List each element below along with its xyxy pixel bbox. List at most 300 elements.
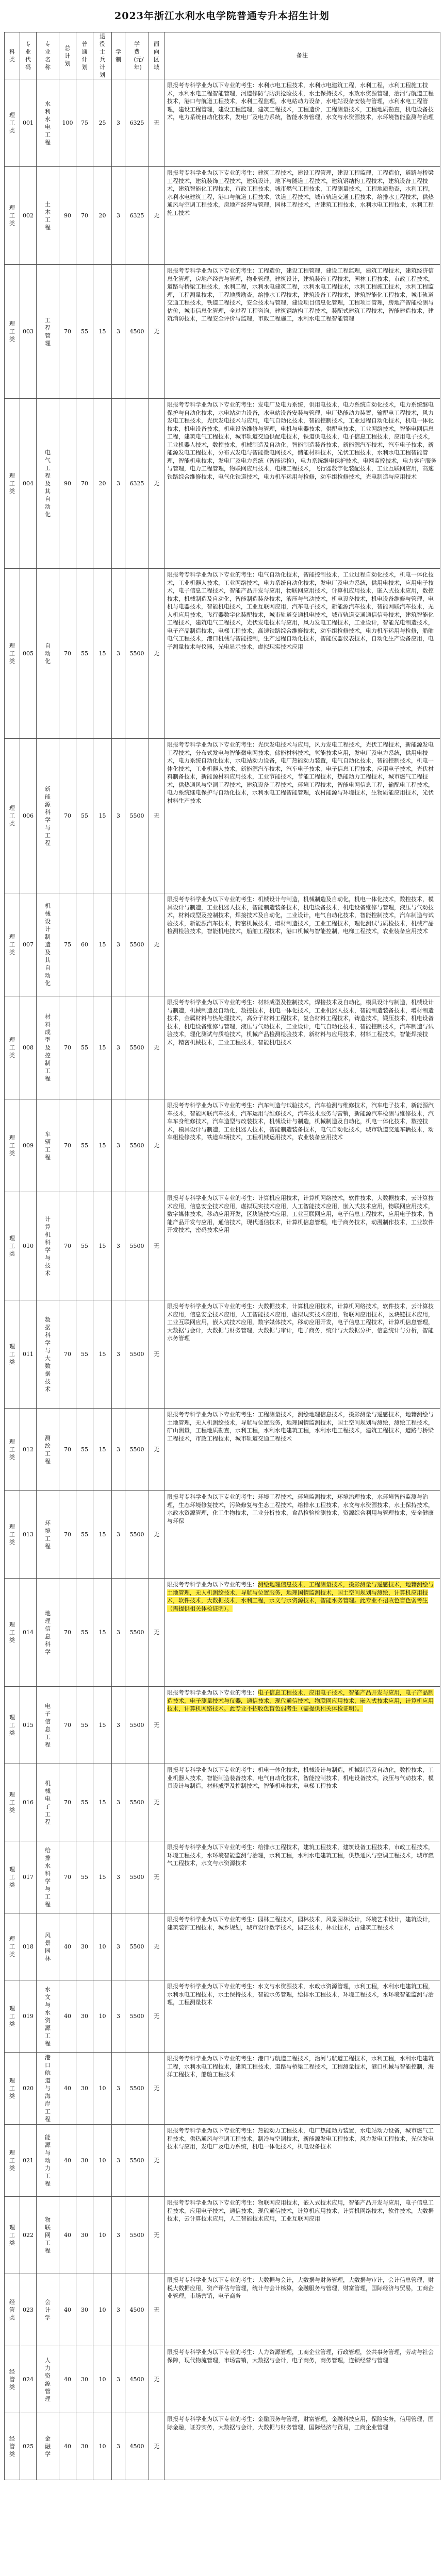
tuition-fee-cell: 4500 bbox=[125, 2413, 149, 2480]
note-text: 机电一体化技术，机械设计与制造，机械制造及自动化，数控技术，工业机器人技术，智能制造装备技术，电气自动化技术，智能控制技术，机电设备技术，液压与气动技术，模具设计与制造，材料成型及控制技术，智能机电技术，电梯工程技术 bbox=[167, 1767, 434, 1789]
general-plan-cell: 30 bbox=[76, 2274, 93, 2346]
major-name-cell: 地理信息科学 bbox=[37, 1579, 59, 1687]
note-text: 测绘地理信息技术，工程测量技术，摄影测量与遥感技术，地籍测绘与土地管理，无人机测绘技术，导航与位置服务，地理国情监测技术，国土空间规划与测绘，计算机应用技术，软件技术，大数据技术，水利工程，水文与水资源技术，智能水务管理。此专业不招收色盲色弱考生（需提供相关体检证明）。 bbox=[167, 1581, 434, 1612]
region-cell: 无 bbox=[149, 265, 165, 399]
total-plan-cell: 100 bbox=[59, 79, 76, 167]
table-row bbox=[5, 2346, 440, 2413]
header-code: 专业代码 bbox=[20, 32, 37, 79]
total-plan-cell: 70 bbox=[59, 1409, 76, 1491]
total-plan-cell: 70 bbox=[59, 1300, 76, 1409]
note-prefix: 限报考专科学业为以下专业的考生： bbox=[167, 1494, 258, 1500]
code-cell: 001 bbox=[20, 79, 37, 167]
table-row bbox=[5, 1192, 440, 1300]
note-prefix: 限报考专科学业为以下专业的考生： bbox=[167, 1303, 258, 1310]
major-name-cell: 物联网工程 bbox=[37, 2197, 59, 2274]
region-cell: 无 bbox=[149, 1841, 165, 1913]
category-cell: 理工类 bbox=[5, 893, 20, 996]
general-plan-cell: 30 bbox=[76, 1980, 93, 2053]
category-cell: 理工类 bbox=[5, 2125, 20, 2197]
note-text: 机械设计与制造，机械制造及自动化，机电一体化技术，数控技术，模具设计与制造，工业机器人技术，智能制造装备技术，机电设备技术，机电设备维修与管理，液压与气动技术，材料成型及控制技术，焊接技术及自动化，工业设计，电气自动化技术，智能控制技术，汽车制造与试验技术，新能源汽车技术，精密机械技术，增材制造技术，工业工程技术，理化测试与质检技术，机械产品检测检验技术，智能机电技术，船舶工程技术，港口机械与智能控制，电梯工程技术，农业装备应用技术 bbox=[167, 896, 434, 935]
years-cell: 3 bbox=[112, 2274, 125, 2346]
note-text: 水文与水资源技术，水政水资源管理，水利工程，水利水电建筑工程，水利水电工程技术，水土保持技术，智能水务管理，给排水工程技术，环境工程技术，水环境智能监测与治理，工程测量技术 bbox=[167, 1983, 434, 2006]
years-cell: 3 bbox=[112, 1764, 125, 1841]
tuition-fee-cell: 5500 bbox=[125, 2053, 149, 2125]
general-plan-cell: 55 bbox=[76, 739, 93, 893]
total-plan-cell: 70 bbox=[59, 1764, 76, 1841]
major-name-cell: 材料成型及控制工程 bbox=[37, 996, 59, 1099]
note-prefix: 限报考专科学业为以下专业的考生： bbox=[167, 571, 258, 578]
tuition-fee-cell: 6325 bbox=[125, 79, 149, 167]
enrollment-plan-table bbox=[4, 32, 440, 2480]
note-cell bbox=[165, 1841, 440, 1913]
general-plan-cell: 30 bbox=[76, 1913, 93, 1980]
note-prefix: 限报考专科学业为以下专业的考生： bbox=[167, 1916, 258, 1923]
veteran-plan-cell: 15 bbox=[93, 739, 112, 893]
code-cell: 012 bbox=[20, 1409, 37, 1491]
note-prefix: 限报考专科学业为以下专业的考生： bbox=[167, 1195, 258, 1201]
general-plan-cell: 55 bbox=[76, 1192, 93, 1300]
note-cell bbox=[165, 1300, 440, 1409]
code-cell: 015 bbox=[20, 1687, 37, 1764]
tuition-fee-cell: 5500 bbox=[125, 2125, 149, 2197]
veteran-plan-cell: 10 bbox=[93, 2053, 112, 2125]
category-cell: 理工类 bbox=[5, 2197, 20, 2274]
category-cell: 理工类 bbox=[5, 996, 20, 1099]
region-cell: 无 bbox=[149, 2274, 165, 2346]
general-plan-cell: 70 bbox=[76, 167, 93, 265]
major-name-cell: 水利水电工程 bbox=[37, 79, 59, 167]
tuition-fee-cell: 5500 bbox=[125, 1841, 149, 1913]
major-name-cell: 水文与水资源工程 bbox=[37, 1980, 59, 2053]
region-cell: 无 bbox=[149, 893, 165, 996]
note-cell bbox=[165, 1980, 440, 2053]
note-cell bbox=[165, 399, 440, 569]
region-cell: 无 bbox=[149, 2346, 165, 2413]
header-veteran: 退役士兵计划 bbox=[93, 32, 112, 79]
table-row bbox=[5, 1300, 440, 1409]
category-cell: 理工类 bbox=[5, 1841, 20, 1913]
tuition-fee-cell: 5500 bbox=[125, 1980, 149, 2053]
years-cell: 3 bbox=[112, 2197, 125, 2274]
general-plan-cell: 55 bbox=[76, 1764, 93, 1841]
veteran-plan-cell: 15 bbox=[93, 1764, 112, 1841]
total-plan-cell: 40 bbox=[59, 2346, 76, 2413]
total-plan-cell: 70 bbox=[59, 569, 76, 739]
major-name-cell: 测绘工程 bbox=[37, 1409, 59, 1491]
years-cell: 3 bbox=[112, 2125, 125, 2197]
code-cell: 004 bbox=[20, 399, 37, 569]
general-plan-cell: 30 bbox=[76, 2346, 93, 2413]
note-text: 工程造价，建设工程管理，建设工程监理，建筑工程技术，建筑经济信息化管理，房地产经营与管理，物业管理，建筑设计，建筑装饰工程技术，园林工程技术，市政工程技术，道路与桥梁工程技术，水利工程，水利水电建筑工程，水利水电工程技术，水利工程施工技术，水利工程监理，工程测量技术，工程地质勘查，给排水工程技术，建筑设备工程技术，建筑智能化工程技术，城市轨道交通工程技术，铁道工程技术，安全技术与管理，建设项目信息化管理，工程项目管理，房地产智能检测与估价，城市信息化管理，全过程工程咨询，建筑钢结构工程技术，装配式建筑工程技术，智能建造技术，建筑消防技术，工程安全评价与监理，市政工程施工，水利水电工程智能管理 bbox=[167, 267, 434, 322]
general-plan-cell: 55 bbox=[76, 265, 93, 399]
years-cell: 3 bbox=[112, 1491, 125, 1579]
veteran-plan-cell: 15 bbox=[93, 893, 112, 996]
years-cell: 3 bbox=[112, 399, 125, 569]
code-cell: 010 bbox=[20, 1192, 37, 1300]
major-name-cell: 人力资源管理 bbox=[37, 2346, 59, 2413]
code-cell: 006 bbox=[20, 739, 37, 893]
table-row bbox=[5, 2053, 440, 2125]
category-cell: 经管类 bbox=[5, 2274, 20, 2346]
total-plan-cell: 90 bbox=[59, 399, 76, 569]
major-name-cell: 工程管理 bbox=[37, 265, 59, 399]
table-row bbox=[5, 739, 440, 893]
header-fee: 学费(元/年) bbox=[125, 32, 149, 79]
major-name-cell: 数据科学与大数据技术 bbox=[37, 1300, 59, 1409]
table-row bbox=[5, 893, 440, 996]
note-text: 给排水工程技术，建筑工程技术，建筑设备工程技术，市政工程技术，环境工程技术，水环境智能监测与治理，水利工程，水利水电建筑工程，供热通风与空调工程技术，城市燃气工程技术，水文与水资源技术 bbox=[167, 1844, 434, 1867]
code-cell: 023 bbox=[20, 2274, 37, 2346]
tuition-fee-cell: 6325 bbox=[125, 399, 149, 569]
general-plan-cell: 75 bbox=[76, 79, 93, 167]
note-cell bbox=[165, 996, 440, 1099]
category-cell: 理工类 bbox=[5, 739, 20, 893]
category-cell: 理工类 bbox=[5, 1300, 20, 1409]
category-cell: 理工类 bbox=[5, 569, 20, 739]
total-plan-cell: 40 bbox=[59, 2125, 76, 2197]
region-cell: 无 bbox=[149, 1300, 165, 1409]
note-cell bbox=[165, 1687, 440, 1764]
total-plan-cell: 70 bbox=[59, 1687, 76, 1764]
category-cell: 理工类 bbox=[5, 1687, 20, 1764]
note-prefix: 限报考专科学业为以下专业的考生： bbox=[167, 170, 258, 176]
header-total: 总计划 bbox=[59, 32, 76, 79]
veteran-plan-cell: 10 bbox=[93, 2274, 112, 2346]
table-row bbox=[5, 265, 440, 399]
veteran-plan-cell: 20 bbox=[93, 167, 112, 265]
years-cell: 3 bbox=[112, 1841, 125, 1913]
category-cell: 理工类 bbox=[5, 1980, 20, 2053]
tuition-fee-cell: 5500 bbox=[125, 1687, 149, 1764]
code-cell: 007 bbox=[20, 893, 37, 996]
total-plan-cell: 70 bbox=[59, 996, 76, 1099]
note-text: 人力资源管理，工商企业管理，行政管理，公共事务管理，劳动与社会保障，现代物流管理，市场营销，大数据与会计，电子商务，商务管理，连锁经营与管理 bbox=[167, 2349, 434, 2364]
years-cell: 3 bbox=[112, 2346, 125, 2413]
region-cell: 无 bbox=[149, 569, 165, 739]
note-prefix: 限报考专科学业为以下专业的考生： bbox=[167, 1844, 258, 1851]
table-row bbox=[5, 569, 440, 739]
total-plan-cell: 70 bbox=[59, 1579, 76, 1687]
table-row bbox=[5, 167, 440, 265]
table-row bbox=[5, 1980, 440, 2053]
header-name: 专业名称 bbox=[37, 32, 59, 79]
total-plan-cell: 40 bbox=[59, 1913, 76, 1980]
note-cell bbox=[165, 1764, 440, 1841]
code-cell: 024 bbox=[20, 2346, 37, 2413]
table-row bbox=[5, 1579, 440, 1687]
code-cell: 009 bbox=[20, 1099, 37, 1192]
general-plan-cell: 60 bbox=[76, 893, 93, 996]
major-name-cell: 机械设计制造及其自动化 bbox=[37, 893, 59, 996]
region-cell: 无 bbox=[149, 2053, 165, 2125]
note-prefix: 限报考专科学业为以下专业的考生： bbox=[167, 896, 258, 903]
region-cell: 无 bbox=[149, 1409, 165, 1491]
tuition-fee-cell: 6325 bbox=[125, 167, 149, 265]
note-cell bbox=[165, 2274, 440, 2346]
region-cell: 无 bbox=[149, 2413, 165, 2480]
category-cell: 理工类 bbox=[5, 1099, 20, 1192]
years-cell: 3 bbox=[112, 569, 125, 739]
note-prefix: 限报考专科学业为以下专业的考生： bbox=[167, 741, 258, 748]
veteran-plan-cell: 10 bbox=[93, 2125, 112, 2197]
category-cell: 理工类 bbox=[5, 1579, 20, 1687]
region-cell: 无 bbox=[149, 1579, 165, 1687]
note-text: 热能动力工程技术，电厂热能动力装置，水电站动力设备，城市燃气工程技术，供热通风与空调工程技术，制冷与空调技术，新能源发电工程技术，风力发电工程技术，光伏发电技术与应用，发电厂及电力系统，机电一体化技术，机电设备技术 bbox=[167, 2127, 434, 2150]
category-cell: 经管类 bbox=[5, 2413, 20, 2480]
note-cell bbox=[165, 265, 440, 399]
note-prefix: 限报考专科学业为以下专业的考生： bbox=[167, 267, 258, 274]
code-cell: 017 bbox=[20, 1841, 37, 1913]
note-cell bbox=[165, 1409, 440, 1491]
note-text: 大数据技术，计算机应用技术，计算机网络技术，软件技术，云计算技术应用，信息安全技术应用，人工智能技术应用，虚拟现实技术应用，物联网应用技术，区块链技术应用，工业互联网应用，嵌入式技术应用，数字媒体技术，移动应用开发，电子信息工程技术，计算机信息管理，大数据与会计，大数据与财务管理，大数据与审计，电子商务，统计与大数据分析，信息统计与分析，智能水务管理 bbox=[167, 1303, 434, 1342]
note-prefix: 限报考专科学业为以下专业的考生： bbox=[167, 1983, 258, 1990]
veteran-plan-cell: 15 bbox=[93, 1300, 112, 1409]
category-cell: 理工类 bbox=[5, 2053, 20, 2125]
general-plan-cell: 30 bbox=[76, 2125, 93, 2197]
veteran-plan-cell: 20 bbox=[93, 399, 112, 569]
category-cell: 理工类 bbox=[5, 167, 20, 265]
major-name-cell: 机械电子工程 bbox=[37, 1764, 59, 1841]
note-text: 电子信息工程技术，应用电子技术，智能产品开发与应用，电子产品制造技术，电子测量技术与仪器，通信技术，现代通信技术，物联网应用技术，嵌入式技术应用，计算机应用技术，计算机网络技术。此专业不招收色盲色弱考生（需提供相关体检证明）。 bbox=[167, 1689, 434, 1712]
tuition-fee-cell: 5500 bbox=[125, 1491, 149, 1579]
code-cell: 016 bbox=[20, 1764, 37, 1841]
code-cell: 022 bbox=[20, 2197, 37, 2274]
major-name-cell: 给排水科学与工程 bbox=[37, 1841, 59, 1913]
region-cell: 无 bbox=[149, 167, 165, 265]
header-region: 面向区域 bbox=[149, 32, 165, 79]
tuition-fee-cell: 4500 bbox=[125, 2346, 149, 2413]
tuition-fee-cell: 5500 bbox=[125, 996, 149, 1099]
general-plan-cell: 55 bbox=[76, 996, 93, 1099]
note-prefix: 限报考专科学业为以下专业的考生： bbox=[167, 1689, 258, 1696]
veteran-plan-cell: 10 bbox=[93, 1980, 112, 2053]
table-row bbox=[5, 1764, 440, 1841]
note-prefix: 限报考专科学业为以下专业的考生： bbox=[167, 2199, 258, 2206]
region-cell: 无 bbox=[149, 399, 165, 569]
note-cell bbox=[165, 2413, 440, 2480]
note-text: 建筑工程技术，建设工程管理，建设工程监理，工程造价，道路与桥梁工程技术，建筑装饰工程技术，建筑设计，地下与隧道工程技术，建筑钢结构工程技术，建筑设备工程技术，建筑智能化工程技术，市政工程技术，城市燃气工程技术，工程测量技术，工程地质勘查，水利工程，水利水电建筑工程，港口与航道工程技术，铁道工程技术，城市轨道交通工程技术，给排水工程技术，供热通风与空调工程技术，房地产经营与管理，园林工程技术，古建筑工程技术，水利水电工程技术，水利工程施工技术 bbox=[167, 170, 434, 216]
general-plan-cell: 55 bbox=[76, 569, 93, 739]
note-text: 计算机应用技术，计算机网络技术，软件技术，大数据技术，云计算技术应用，信息安全技术应用，虚拟现实技术应用，人工智能技术应用，嵌入式技术应用，物联网应用技术，数字媒体技术，移动应用开发，区块链技术应用，工业互联网应用，电子信息工程技术，应用电子技术，智能产品开发与应用，通信技术，现代通信技术，计算机信息管理，电子商务技术，动漫制作技术，工业软件开发技术，密码技术应用 bbox=[167, 1195, 434, 1233]
tuition-fee-cell: 5500 bbox=[125, 569, 149, 739]
note-text: 工程测量技术，测绘地理信息技术，摄影测量与遥感技术，地籍测绘与土地管理，无人机测绘技术，导航与位置服务，地理国情监测技术，国土空间规划与测绘，测绘工程技术，矿山测量，工程地质勘查，水利工程，水利水电建筑工程，水利水电工程技术，建筑工程技术，道路与桥梁工程技术，市政工程技术，城市轨道交通工程技术 bbox=[167, 1411, 434, 1442]
tuition-fee-cell: 5500 bbox=[125, 893, 149, 996]
region-cell: 无 bbox=[149, 1099, 165, 1192]
total-plan-cell: 70 bbox=[59, 1841, 76, 1913]
total-plan-cell: 70 bbox=[59, 739, 76, 893]
general-plan-cell: 30 bbox=[76, 2053, 93, 2125]
note-text: 大数据与会计，大数据与财务管理，大数据与审计，会计信息管理，财税大数据应用，资产评估与管理，统计与会计核算，金融服务与管理，财富管理，国际经济与贸易，工商企业管理，市场营销，电子商务 bbox=[167, 2277, 434, 2299]
note-cell bbox=[165, 1579, 440, 1687]
note-cell bbox=[165, 893, 440, 996]
total-plan-cell: 75 bbox=[59, 893, 76, 996]
code-cell: 011 bbox=[20, 1300, 37, 1409]
veteran-plan-cell: 15 bbox=[93, 1687, 112, 1764]
region-cell: 无 bbox=[149, 2125, 165, 2197]
code-cell: 003 bbox=[20, 265, 37, 399]
note-text: 金融服务与管理，财富管理，金融科技应用，保险实务，信用管理，国际金融，证券实务，大数据与会计，大数据与财务管理，国际经济与贸易，工商企业管理 bbox=[167, 2416, 434, 2431]
category-cell: 理工类 bbox=[5, 1913, 20, 1980]
veteran-plan-cell: 10 bbox=[93, 2346, 112, 2413]
tuition-fee-cell: 5500 bbox=[125, 1579, 149, 1687]
tuition-fee-cell: 5500 bbox=[125, 2197, 149, 2274]
region-cell: 无 bbox=[149, 1192, 165, 1300]
years-cell: 3 bbox=[112, 1687, 125, 1764]
table-row bbox=[5, 996, 440, 1099]
veteran-plan-cell: 15 bbox=[93, 1491, 112, 1579]
years-cell: 3 bbox=[112, 893, 125, 996]
tuition-fee-cell: 5500 bbox=[125, 739, 149, 893]
note-prefix: 限报考专科学业为以下专业的考生： bbox=[167, 999, 258, 1006]
years-cell: 3 bbox=[112, 2413, 125, 2480]
veteran-plan-cell: 10 bbox=[93, 2197, 112, 2274]
major-name-cell: 车辆工程 bbox=[37, 1099, 59, 1192]
tuition-fee-cell: 4500 bbox=[125, 265, 149, 399]
major-name-cell: 环境工程 bbox=[37, 1491, 59, 1579]
region-cell: 无 bbox=[149, 739, 165, 893]
major-name-cell: 能源与动力工程 bbox=[37, 2125, 59, 2197]
veteran-plan-cell: 15 bbox=[93, 1579, 112, 1687]
table-row bbox=[5, 2413, 440, 2480]
category-cell: 理工类 bbox=[5, 79, 20, 167]
tuition-fee-cell: 5500 bbox=[125, 1764, 149, 1841]
code-cell: 005 bbox=[20, 569, 37, 739]
region-cell: 无 bbox=[149, 1980, 165, 2053]
major-name-cell: 计算机科学与技术 bbox=[37, 1192, 59, 1300]
note-cell bbox=[165, 1491, 440, 1579]
note-prefix: 限报考专科学业为以下专业的考生： bbox=[167, 2416, 258, 2422]
note-text: 发电厂及电力系统，供用电技术，电力系统自动化技术，电力系统继电保护与自动化技术，水电站动力设备，水电站设备安装与管理，电厂热能动力装置，输配电工程技术，风力发电工程技术，光伏发电技术与应用，电气自动化技术，智能控制技术，工业过程自动化技术，机电一体化技术，机电设备技术，机电设备维修与管理，电机与电器技术，供配电技术，工业网络技术，智能电网信息工程，建筑电气工程技术，城市轨道交通供配电技术，铁道供电技术，电子信息工程技术，应用电子技术，工业机器人技术，数控技术，机械制造及自动化，智能制造装备技术，新能源汽车技术，汽车电子技术，新能源发电工程技术，分布式发电与智能微电网技术，储能材料技术，光伏工程技术，水利水电工程智能管理，智能机电技术，发电厂及电力系统（智能运检），电力系统继电保护技术，电网监控技术，电力客户服务与管理，电力工程管理，物联网应用技术，电梯工程技术，飞行器数字化装配技术，工业互联网应用，高速铁路综合维修技术，电气化铁道技术，电力机车运用与检修，动车组检修技术，光电制造与应用技术 bbox=[167, 401, 437, 480]
veteran-plan-cell: 15 bbox=[93, 569, 112, 739]
general-plan-cell: 55 bbox=[76, 1687, 93, 1764]
region-cell: 无 bbox=[149, 1913, 165, 1980]
veteran-plan-cell: 25 bbox=[93, 79, 112, 167]
note-cell bbox=[165, 79, 440, 167]
tuition-fee-cell: 5500 bbox=[125, 1300, 149, 1409]
table-row bbox=[5, 2125, 440, 2197]
code-cell: 018 bbox=[20, 1913, 37, 1980]
veteran-plan-cell: 10 bbox=[93, 1913, 112, 1980]
total-plan-cell: 90 bbox=[59, 167, 76, 265]
region-cell: 无 bbox=[149, 1491, 165, 1579]
major-name-cell: 金融学 bbox=[37, 2413, 59, 2480]
region-cell: 无 bbox=[149, 2197, 165, 2274]
code-cell: 002 bbox=[20, 167, 37, 265]
tuition-fee-cell: 5500 bbox=[125, 1192, 149, 1300]
years-cell: 3 bbox=[112, 79, 125, 167]
region-cell: 无 bbox=[149, 79, 165, 167]
total-plan-cell: 40 bbox=[59, 2413, 76, 2480]
category-cell: 理工类 bbox=[5, 1491, 20, 1579]
note-prefix: 限报考专科学业为以下专业的考生： bbox=[167, 401, 258, 408]
major-name-cell: 自动化 bbox=[37, 569, 59, 739]
note-text: 材料成型及控制技术，焊接技术及自动化，模具设计与制造，机械设计与制造，机械制造及自动化，数控技术，机电一体化技术，工业机器人技术，智能制造装备技术，增材制造技术，金属材料与热处理技术，高分子材料工程技术，复合材料工程技术，铸造技术，锻压技术，机电设备技术，机电设备维修与管理，液压与气动技术，工业设计，电气自动化技术，智能控制技术，汽车制造与试验技术，理化测试与质检技术，机械产品检测检验技术，新材料与应用技术，材料工程技术，智能焊接技术，精密机械技术，工业工程技术，智能机电技术 bbox=[167, 999, 434, 1046]
total-plan-cell: 70 bbox=[59, 1491, 76, 1579]
general-plan-cell: 55 bbox=[76, 1300, 93, 1409]
table-body bbox=[5, 79, 440, 2480]
years-cell: 3 bbox=[112, 1192, 125, 1300]
major-name-cell: 电气工程及其自动化 bbox=[37, 399, 59, 569]
table-row bbox=[5, 79, 440, 167]
note-prefix: 限报考专科学业为以下专业的考生： bbox=[167, 2055, 258, 2062]
veteran-plan-cell: 10 bbox=[93, 2413, 112, 2480]
note-prefix: 限报考专科学业为以下专业的考生： bbox=[167, 82, 258, 89]
code-cell: 014 bbox=[20, 1579, 37, 1687]
table-row bbox=[5, 2197, 440, 2274]
general-plan-cell: 55 bbox=[76, 1491, 93, 1579]
code-cell: 019 bbox=[20, 1980, 37, 2053]
years-cell: 3 bbox=[112, 1579, 125, 1687]
major-name-cell: 风景园林 bbox=[37, 1913, 59, 1980]
header-general: 普通计划 bbox=[76, 32, 93, 79]
note-cell bbox=[165, 167, 440, 265]
header-category: 科类 bbox=[5, 32, 20, 79]
note-prefix: 限报考专科学业为以下专业的考生： bbox=[167, 2277, 258, 2283]
years-cell: 3 bbox=[112, 2053, 125, 2125]
veteran-plan-cell: 15 bbox=[93, 1099, 112, 1192]
note-prefix: 限报考专科学业为以下专业的考生： bbox=[167, 2127, 258, 2134]
note-cell bbox=[165, 569, 440, 739]
major-name-cell: 港口航道与海岸工程 bbox=[37, 2053, 59, 2125]
total-plan-cell: 40 bbox=[59, 2197, 76, 2274]
category-cell: 理工类 bbox=[5, 1192, 20, 1300]
note-prefix: 限报考专科学业为以下专业的考生： bbox=[167, 1102, 258, 1109]
note-text: 环境工程技术，环境监测技术，环境治理技术，水环境智能监测与治理，生态环境修复技术，污染修复与生态工程技术，给排水工程技术，水文与水资源技术，水土保持技术，水政水资源管理，化工生物技术，工业分析技术，食品检验检测技术，资源综合利用与管理技术，安全健康与环保 bbox=[167, 1494, 434, 1524]
note-text: 汽车制造与试验技术，汽车检测与维修技术，汽车电子技术，新能源汽车技术，智能网联汽车技术，汽车运用与维修技术，汽车技术服务与营销，新能源汽车检测与维修技术，汽车车身维修技术，汽车造型与改装技术，机械设计与制造，机械制造及自动化，机电一体化技术，数控技术，模具设计与制造，工业机器人技术，智能制造装备技术，电气自动化技术，城市轨道交通车辆技术，动车组检修技术，铁道车辆技术，工程机械运用技术，农业装备应用技术 bbox=[167, 1102, 434, 1141]
veteran-plan-cell: 15 bbox=[93, 1409, 112, 1491]
note-text: 光伏发电技术与应用，风力发电工程技术，光伏工程技术，新能源发电工程技术，分布式发电与智能微电网技术，储能材料技术，氢能技术应用，发电厂及电力系统，供用电技术，电力系统自动化技术，水电站动力设备，电厂热能动力装置，电气自动化技术，智能控制技术，机电一体化技术，工业机器人技术，新能源汽车技术，汽车电子技术，电子信息工程技术，应用电子技术，光伏材料制备技术，新能源材料应用技术，工业节能技术，节能工程技术，热能动力工程技术，城市燃气工程技术，供热通风与空调工程技术，建筑设备工程技术，环境工程技术，智能电网信息工程，输配电工程技术，电力系统继电保护与自动化技术，水利水电工程智能管理，农村能源与环境技术，生物质能应用技术，光伏材料生产技术 bbox=[167, 741, 434, 804]
years-cell: 3 bbox=[112, 1980, 125, 2053]
general-plan-cell: 30 bbox=[76, 2197, 93, 2274]
note-text: 港口与航道工程技术，治河与航道工程技术，水利工程，水利水电建筑工程，水利水电工程技术，建筑工程技术，道路与桥梁工程技术，工程测量技术，港口机械与智能控制，海洋工程技术，船舶工程技术 bbox=[167, 2055, 434, 2078]
code-cell: 021 bbox=[20, 2125, 37, 2197]
note-cell bbox=[165, 1192, 440, 1300]
note-cell bbox=[165, 2053, 440, 2125]
tuition-fee-cell: 5500 bbox=[125, 1409, 149, 1491]
table-row bbox=[5, 399, 440, 569]
total-plan-cell: 70 bbox=[59, 265, 76, 399]
veteran-plan-cell: 15 bbox=[93, 1841, 112, 1913]
general-plan-cell: 70 bbox=[76, 399, 93, 569]
note-cell bbox=[165, 739, 440, 893]
region-cell: 无 bbox=[149, 1687, 165, 1764]
years-cell: 3 bbox=[112, 1300, 125, 1409]
general-plan-cell: 55 bbox=[76, 1409, 93, 1491]
note-cell bbox=[165, 2346, 440, 2413]
total-plan-cell: 70 bbox=[59, 1192, 76, 1300]
code-cell: 008 bbox=[20, 996, 37, 1099]
tuition-fee-cell: 5500 bbox=[125, 1099, 149, 1192]
header-note: 备注 bbox=[165, 32, 440, 79]
table-row bbox=[5, 1841, 440, 1913]
category-cell: 经管类 bbox=[5, 2346, 20, 2413]
category-cell: 理工类 bbox=[5, 399, 20, 569]
years-cell: 3 bbox=[112, 739, 125, 893]
general-plan-cell: 55 bbox=[76, 1579, 93, 1687]
note-text: 水利水电工程技术，水利水电建筑工程，水利工程，水利工程施工技术，水利水电工程智能管理，河道修防与防洪抢险技术，水土保持技术，水政水资源管理，治河与航道工程技术，港口与航道工程技术，水利工程监理，水电站动力设备，水电站设备安装与管理，水利水电工程管理，建设工程管理，建设工程监理，建筑工程技术，工程造价，工程测量技术，工程地质勘查，机电设备技术，电力系统自动化技术，发电厂及电力系统，智能水务管理，水文与水资源技术，水环境智能监测与治理 bbox=[167, 82, 434, 121]
major-name-cell: 土木工程 bbox=[37, 167, 59, 265]
note-prefix: 限报考专科学业为以下专业的考生： bbox=[167, 1411, 258, 1418]
code-cell: 020 bbox=[20, 2053, 37, 2125]
code-cell: 025 bbox=[20, 2413, 37, 2480]
region-cell: 无 bbox=[149, 1764, 165, 1841]
years-cell: 3 bbox=[112, 996, 125, 1099]
major-name-cell: 新能源科学与工程 bbox=[37, 739, 59, 893]
table-row bbox=[5, 1913, 440, 1980]
veteran-plan-cell: 15 bbox=[93, 265, 112, 399]
note-cell bbox=[165, 1913, 440, 1980]
years-cell: 3 bbox=[112, 1913, 125, 1980]
